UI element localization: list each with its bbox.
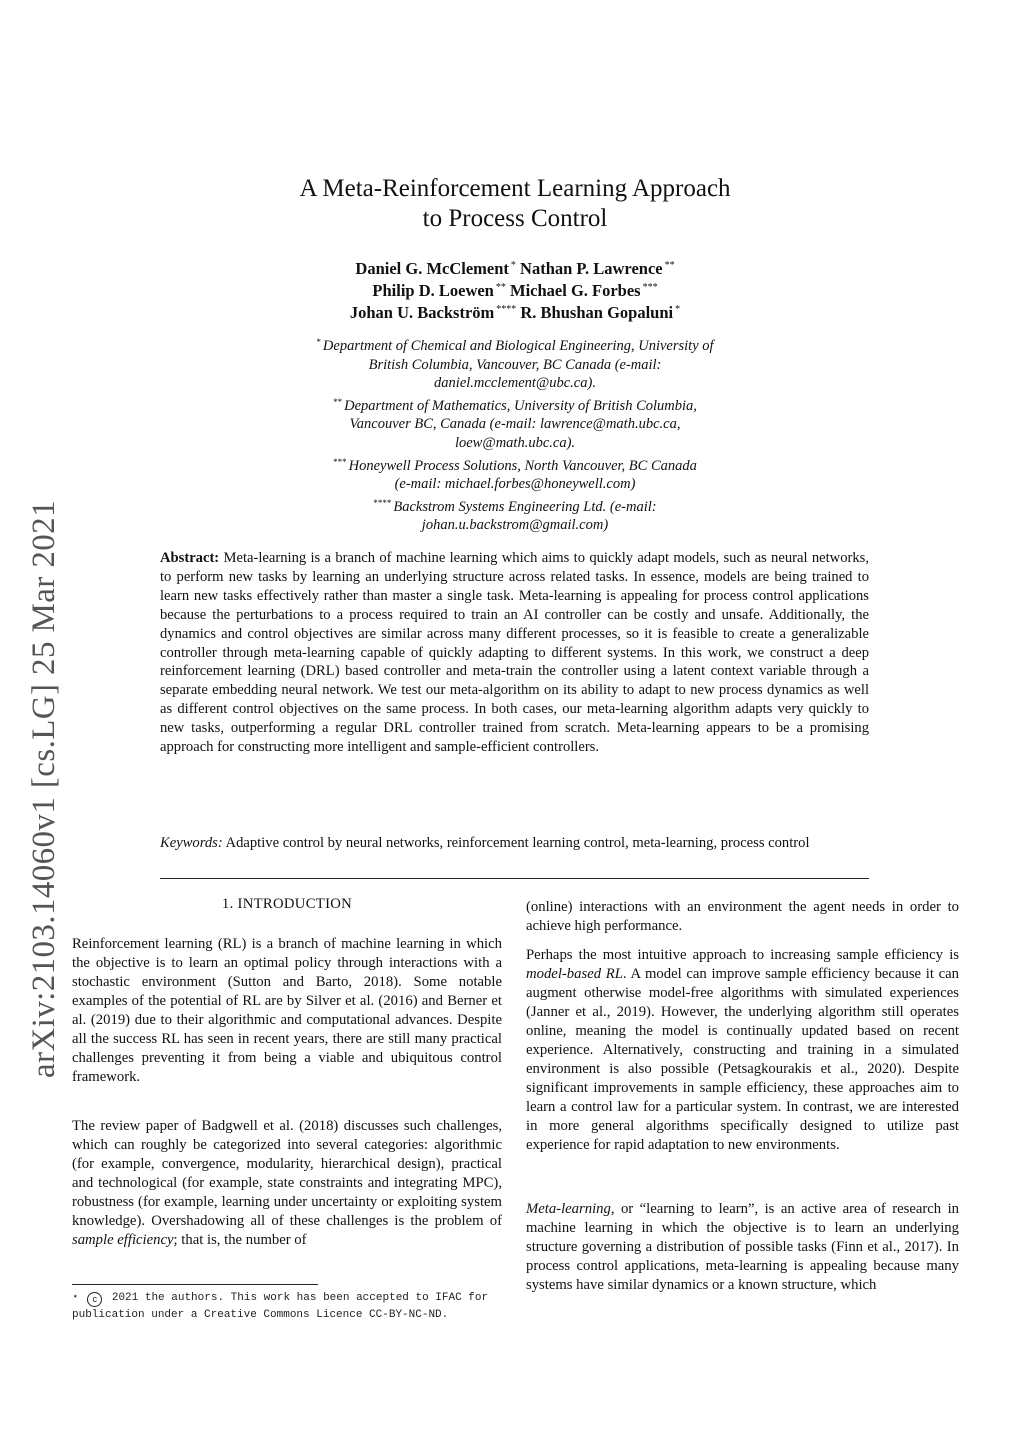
author-name: Daniel G. McClement [355,259,509,278]
affiliation-mark: * [675,304,681,315]
title-line-2: to Process Control [422,205,608,232]
author-list [230,256,800,322]
affiliation-2-line-2: Vancouver BC, Canada (e-mail: lawrence@math.ubc.ca, [349,416,681,433]
copyright-icon: c [87,1292,102,1307]
paragraph-text: Perhaps the most intuitive approach to increasing sample efficiency is [526,947,959,963]
paragraph-text: ; that is, the number of [173,1231,307,1248]
paragraph-text: , or “learning to learn”, is an active area of research in machine learning in which the objective is to learn an underlying structure governing a distribution of possible tasks (Finn et al., 2017). In process control applications, meta-learning is appealing because many systems have similar dynamics or a known structure, which [526,1201,959,1293]
affiliation-text: Department of Chemical and Biological Engineering, University of [322,338,714,354]
intro-paragraph-4 [526,946,959,1154]
author-name: R. Bhushan Gopaluni [520,303,674,322]
title-line-1: A Meta-Reinforcement Learning Approach [299,175,731,202]
affiliation-mark: ** [664,260,675,271]
affiliation-mark: **** [496,304,517,315]
affiliation-2-line-3: loew@math.ubc.ca). [454,434,576,451]
affiliation-mark: ** [495,282,506,293]
intro-paragraph-3: (online) interactions with an environment the agent needs in order to achieve high performance. [526,899,959,934]
author-name: Philip D. Loewen [372,281,494,300]
intro-paragraph-1: Reinforcement learning (RL) is a branch of machine learning in which the objective is to learn an optimal policy through interactions with a stochastic environment (Sutton and Barto, 2018). Some notable examples of the potential of RL are by Silver et al. (2016) and Berner et al. (2019) due to their algorithmic and computational advances. Despite all the success RL has seen in recent years, there are still many practical challenges preventing it from being a viable and ubiquitous control framework. [72,936,502,1085]
author-line-3 [230,300,800,322]
intro-paragraph-5 [526,1200,959,1295]
abstract-text: Meta-learning is a branch of machine learning which aims to quickly adapt models, such as neural networks, to perform new tasks by learning an underlying structure across related tasks. In essence, models are being trained to learn new tasks effectively rather than master a single task. Meta-learning is appealing for process control applications because the perturbations to a process required to train an AI controller can be costly and unsafe. Additionally, the dynamics and control objectives are similar across many different processes, so it is feasible to create a generalizable controller through meta-learning capable of quickly adapting to different systems. In this work, we construct a deep reinforcement learning (DRL) based controller and meta-train the controller using a latent context variable through a separate embedding neural network. We test our meta-algorithm on its ability to adapt to new process dynamics as well as different control objectives on the same process. In both cases, our meta-learning algorithm adapts very quickly to new tasks, outperforming a regular DRL controller trained from scratch. Meta-learning appears to be a promising approach for constructing more intelligent and sample-efficient controllers. [160,550,869,756]
author-line-1 [230,256,800,278]
affiliation-mark: * [316,337,321,347]
affiliation-text: Honeywell Process Solutions, North Vancouver, BC Canada [348,457,697,474]
affiliation-mark: *** [333,456,347,467]
affiliation-mark: * [510,260,516,271]
keywords [160,834,869,853]
emphasis-text: model-based RL [526,965,623,982]
affiliation-mark: **** [373,497,392,508]
section-divider [160,878,869,879]
affiliation-4-line-2: johan.u.backstrom@gmail.com) [421,517,609,534]
affiliation-1-line-3: daniel.mcclement@ubc.ca). [434,375,596,392]
paragraph-text: The review paper of Badgwell et al. (2018) discusses such challenges, which can roughly be categorized into several categories: algorithmic (for example, convergence, modularity, hierarchical design), practical and technological (for example, state constraints and integrating MPC), robustness (for example, learning under uncertainty or exploiting system knowledge). Overshadowing all of these challenges is the problem of [72,1118,502,1229]
affiliation-1-line-2: British Columbia, Vancouver, BC Canada (e-mail: [368,356,662,373]
affiliation-3-line-1 [230,453,800,476]
affiliation-text: Backstrom Systems Engineering Ltd. (e-mail: [393,498,657,515]
author-name: Johan U. Backström [349,303,495,322]
author-name: Michael G. Forbes [510,281,641,300]
affiliation-4-line-1 [230,494,800,517]
author-name: Nathan P. Lawrence [520,259,663,278]
paragraph-text: . A model can improve sample efficiency because it can augment otherwise model-free algorithms with simulated experiences (Janner et al., 2019). However, the underlying algorithm still operates online, meaning the model is continually updated based on recent experience. Alternatively, constructing and training in a simulated environment is also possible (Petsagkourakis et al., 2020). Despite significant improvements in sample efficiency, these approaches aim to learn a control law for a particular system. In contrast, we are interested in more general algorithms specifically designed to utilize past experience for rapid adaptation to new environments. [526,965,959,1153]
footnote-text: 2021 the authors. This work has been accepted to IFAC for publication under a Creative Commons Licence CC-BY-NC-ND. [72,1292,489,1321]
footnote [72,1290,512,1324]
affiliation-mark: ** [333,396,343,407]
keywords-label: Keywords: [160,835,223,851]
affiliations [230,333,800,535]
affiliation-mark: *** [642,282,658,293]
abstract [160,549,869,757]
intro-paragraph-2 [72,1117,502,1250]
emphasis-text: Meta-learning [526,1201,611,1217]
affiliation-3-line-2: (e-mail: michael.forbes@honeywell.com) [394,476,636,493]
arxiv-identifier: arXiv:2103.14060v1 [cs.LG] 25 Mar 2021 [26,500,62,1078]
footnote-divider [72,1284,318,1285]
affiliation-2-line-1 [230,393,800,416]
affiliation-text: Department of Mathematics, University of British Columbia, [344,397,697,414]
paper-title [230,174,800,234]
affiliation-1-line-1 [230,333,800,356]
abstract-label: Abstract: [160,550,220,566]
footnote-mark: ⋆ [72,1292,79,1304]
emphasis-text: sample efficiency [72,1231,174,1248]
keywords-text: Adaptive control by neural networks, reinforcement learning control, meta-learning, process control [225,835,810,851]
section-heading-introduction: 1. INTRODUCTION [221,896,353,912]
author-line-2 [230,278,800,300]
